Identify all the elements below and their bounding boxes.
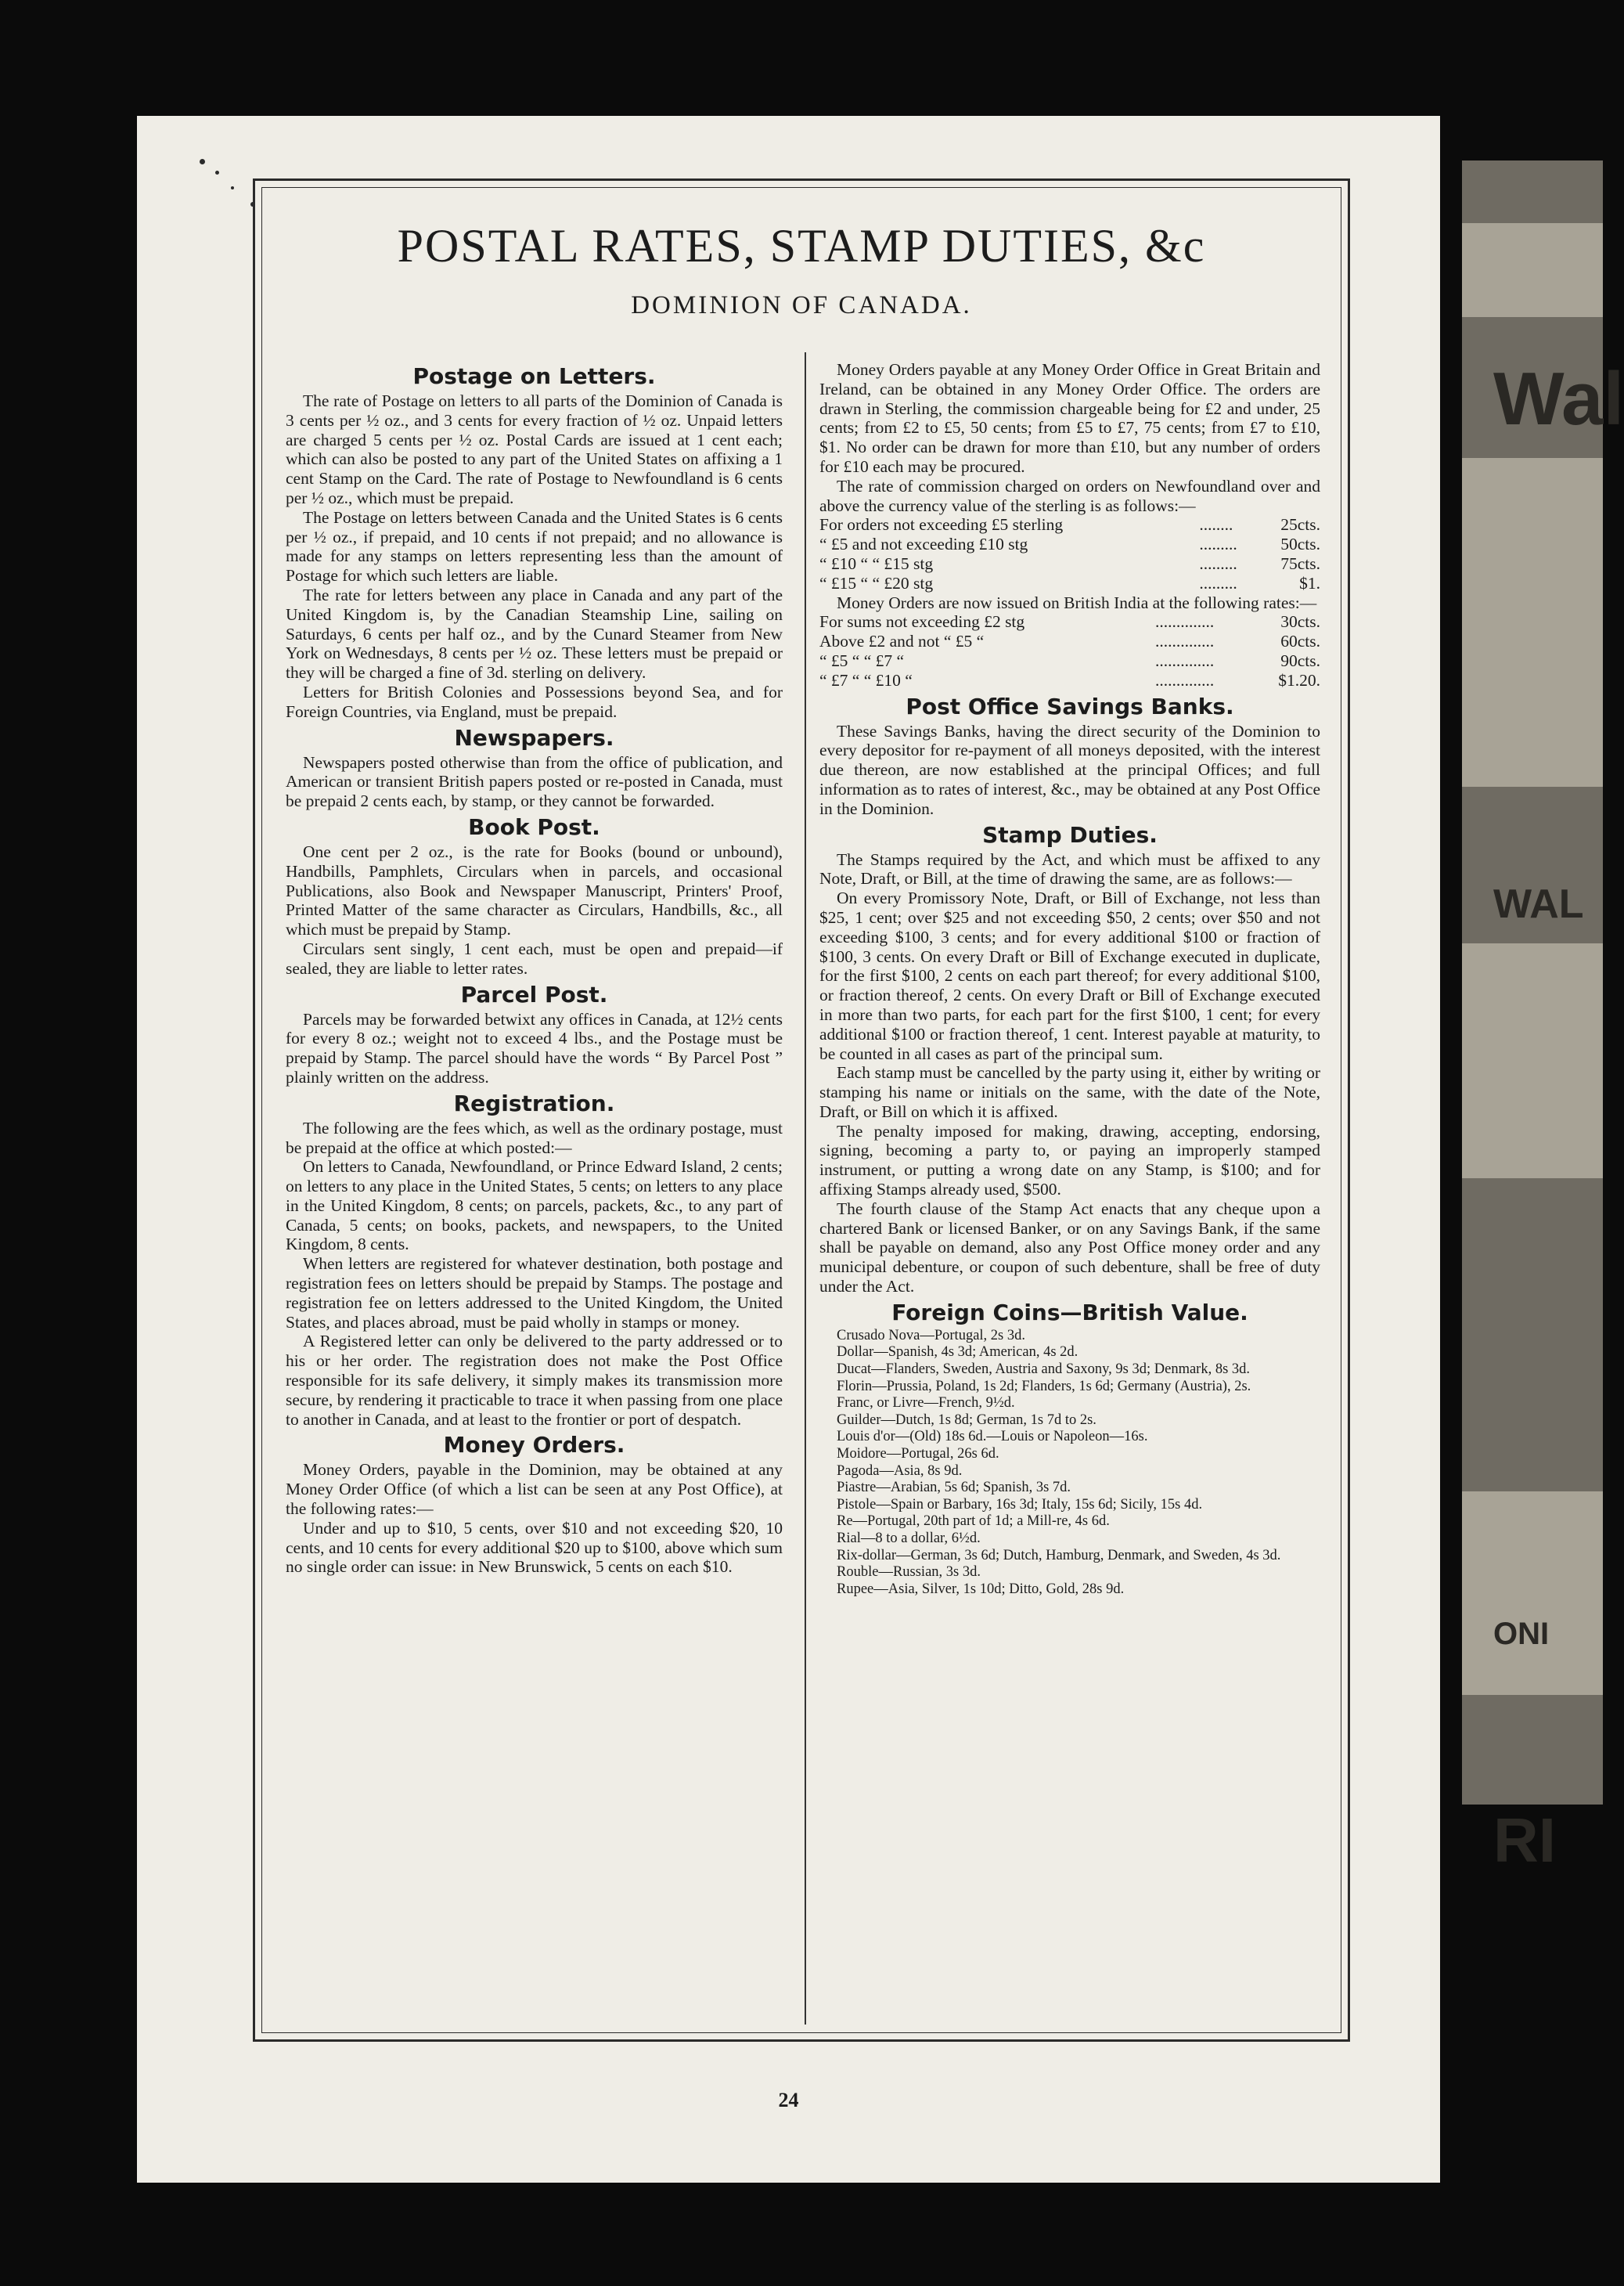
coin-item: Pagoda—Asia, 8s 9d.: [837, 1462, 963, 1479]
paragraph: When letters are registered for whatever destination, both postage and registration fees on letters should be prepaid by Stamps. The postage and registration fee on letters addressed to the United Kingdom, the United States, and places abroad, must be paid wholly in stamps or money.: [286, 1254, 783, 1332]
section-heading-parcel-post: Parcel Post.: [460, 981, 608, 1008]
rate-value: 75cts.: [1280, 553, 1320, 573]
rate-row: [819, 554, 1320, 574]
paragraph: Money Orders payable at any Money Order Office in Great Britain and Ireland, can be obtained in any Money Order Office. The orders are drawn in Sterling, the commission chargeable being for £2 and under, 25 cents; from £2 to £5, 50 cents; from £5 to £7, 75 cents; from £7 to £10, $1. No order can be drawn for more than £10, but any number of orders for £10 each may be procured.: [819, 360, 1320, 476]
paragraph: The rate for letters between any place in Canada and any part of the United Kingdom is, by the Canadian Steamship Line, sailing on Saturdays, 6 cents per half oz., and by the Cunard Steamer from New York on Wednesdays, 8 cents per ½ oz. These letters must be prepaid or they will be charged a fine of 3d. sterling on delivery.: [286, 585, 783, 683]
rate-label: “ £10 “ “ £15 stg: [819, 553, 934, 573]
paragraph: On letters to Canada, Newfoundland, or Prince Edward Island, 2 cents; on letters to any place in the United States, 5 cents; on letters to any place in the United Kingdom, 8 cents; on parcels, packets, &c., to any part of Canada, 5 cents; on books, packets, and newspapers, to the United Kingdom, 8 cents.: [286, 1157, 783, 1254]
page-subtitle: DOMINION OF CANADA.: [631, 291, 972, 319]
section-heading-newspapers: Newspapers.: [454, 724, 614, 751]
coin-item: Florin—Prussia, Poland, 1s 2d; Flanders, 1s 6d; Germany (Austria), 2s.: [837, 1378, 1251, 1394]
rate-label: “ £5 and not exceeding £10 stg: [819, 535, 1028, 554]
coin-item: Dollar—Spanish, 4s 3d; American, 4s 2d.: [837, 1344, 1078, 1361]
paragraph: Circulars sent singly, 1 cent each, must be open and prepaid—if sealed, they are liable to letter rates.: [286, 939, 783, 978]
paragraph: One cent per 2 oz., is the rate for Books (bound or unbound), Handbills, Pamphlets, Circulars when in parcels, and occasional Publications, also Book and Newspaper Manuscript, Printers' Proof, Printed Matter of the same character as Circulars, Handbills, &c., all which must be prepaid by Stamp.: [286, 842, 783, 939]
coin-item: Ducat—Flanders, Sweden, Austria and Saxony, 9s 3d; Denmark, 8s 3d.: [837, 1361, 1251, 1378]
rate-label: “ £15 “ “ £20 stg: [819, 573, 934, 593]
rate-label: For sums not exceeding £2 stg: [819, 612, 1025, 632]
rate-leader: ..............: [1154, 670, 1215, 690]
coin-item: Moidore—Portugal, 26s 6d.: [837, 1446, 999, 1462]
page-title: POSTAL RATES, STAMP DUTIES, &c: [397, 220, 1206, 272]
rate-row: [819, 651, 1320, 671]
rate-value: 50cts.: [1280, 535, 1320, 554]
coin-item: Rial—8 to a dollar, 6½d.: [837, 1530, 981, 1546]
adjacent-page-edge: [1462, 160, 1624, 1875]
coin-list: [819, 1328, 1320, 1599]
paragraph: Money Orders, payable in the Dominion, may be obtained at any Money Order Office (of which a list can be seen at any Post Office), at the following rates:—: [286, 1460, 783, 1519]
paragraph: These Savings Banks, having the direct security of the Dominion to every depositor for re-payment of all moneys deposited, with the interest due thereon, are now established at the principal Offices; and full information as to rates of interest, &c., may be obtained at any Post Office in the Dominion.: [819, 721, 1320, 818]
paragraph: The penalty imposed for making, drawing, accepting, endorsing, signing, becoming a party to, or paying an improperly stamped instrument, or putting a wrong date on any Stamp, is $100; and for affixing Stamps already used, $500.: [819, 1121, 1320, 1199]
paragraph: A Registered letter can only be delivered to the party addressed or to his or her order. The registration does not make the Post Office responsible for its safe delivery, it simply makes its transmission more secure, by rendering it practicable to trace it when passing from one place to another in Canada, and at least to the frontier or port of despatch.: [286, 1332, 783, 1429]
rate-row: [819, 671, 1320, 690]
coin-item: Rix-dollar—German, 3s 6d; Dutch, Hamburg, Denmark, and Sweden, 4s 3d.: [837, 1547, 1281, 1563]
india-rate-table: [819, 612, 1320, 690]
neighbor-fragment: RI: [1493, 1805, 1556, 1875]
section-heading-registration: Registration.: [453, 1090, 615, 1116]
paragraph: The fourth clause of the Stamp Act enacts that any cheque upon a chartered Bank or licensed Banker, or on any Savings Bank, if the same shall be payable on demand, also any Post Office money order and any municipal debenture, or coupon of such debenture, shall be free of duty under the Act.: [819, 1199, 1320, 1296]
rate-leader: ..............: [1154, 651, 1215, 670]
book-page: [137, 116, 1440, 2183]
paragraph: The rate of commission charged on orders on Newfoundland over and above the currency value of the sterling is as follows:—: [819, 476, 1320, 515]
page-border: [253, 178, 1350, 2042]
paragraph: On every Promissory Note, Draft, or Bill of Exchange, not less than $25, 1 cent; over $25 and not exceeding $50, 2 cents; over $50 and not exceeding $100, 3 cents; and for every additional $100 or fraction of $100, 3 cents. On every Draft or Bill of Exchange executed in duplicate, for the first $100, 2 cents on each part thereof; for every additional $100, or fraction thereof, 2 cents. On every Draft or Bill of Exchange executed in more than two parts, for each part for the first $100, 1 cent; for every additional $100 or fraction thereof, 1 cent. Interest payable at maturity, to be counted in all cases as part of the principal sum.: [819, 889, 1320, 1063]
coin-item: Louis d'or—(Old) 18s 6d.—Louis or Napoleon—16s.: [837, 1429, 1148, 1445]
rate-value: 90cts.: [1280, 651, 1320, 670]
rate-value: $1.20.: [1278, 670, 1320, 690]
rate-leader: .........: [1199, 553, 1237, 573]
paragraph: The Postage on letters between Canada and the United States is 6 cents per ½ oz., if prepaid, and 10 cents if not prepaid; and no allowance is made for any stamps on letters representing less than the amount of Postage for which such letters are liable.: [286, 507, 783, 586]
paragraph: Newspapers posted otherwise than from the office of publication, and American or transient British papers posted or re-posted in Canada, must be prepaid 2 cents each, by stamp, or they cannot be forwarded.: [286, 752, 783, 811]
paragraph: The rate of Postage on letters to all parts of the Dominion of Canada is 3 cents per ½ oz., and 3 cents for every fraction of ½ oz. Unpaid letters are charged 5 cents per ½ oz. Postal Cards are issued at 1 cent each; which can also be posted to any part of the United States on affixing a 1 cent Stamp on the Card. The rate of Postage to Newfoundland is 6 cents per ½ oz., which must be prepaid.: [286, 391, 783, 507]
ink-speck: [231, 186, 234, 189]
rate-leader: ..............: [1154, 632, 1215, 651]
column-divider: [805, 352, 806, 2025]
paragraph: Under and up to $10, 5 cents, over $10 and not exceeding $20, 10 cents, and 10 cents for every additional $20 up to $100, above which sum no single order can issue: in New Brunswick, 5 cents on each $10.: [286, 1518, 783, 1577]
rate-value: $1.: [1299, 573, 1320, 593]
section-heading-book-post: Book Post.: [468, 813, 600, 840]
section-heading-letters: Postage on Letters.: [412, 363, 656, 389]
rate-label: “ £7 “ “ £10 “: [819, 670, 913, 690]
paragraph: The following are the fees which, as well as the ordinary postage, must be prepaid at the office at which posted:—: [286, 1118, 783, 1157]
paragraph: Each stamp must be cancelled by the party using it, either by writing or stamping his name or initials on the same, with the date of the Note, Draft, or Bill on which it is affixed.: [819, 1063, 1320, 1121]
rate-value: 30cts.: [1280, 612, 1320, 632]
rate-leader: .........: [1199, 573, 1237, 593]
coin-item: Re—Portugal, 20th part of 1d; a Mill-re, 4s 6d.: [837, 1513, 1110, 1530]
left-column: [286, 360, 783, 1577]
neighbor-fragment: Wal: [1493, 357, 1624, 441]
rate-value: 60cts.: [1280, 632, 1320, 651]
coin-item: Crusado Nova—Portugal, 2s 3d.: [837, 1327, 1025, 1343]
sterling-rate-table: [819, 515, 1320, 593]
rate-row: [819, 612, 1320, 632]
coin-item: Rouble—Russian, 3s 3d.: [837, 1564, 981, 1581]
rate-row: [819, 632, 1320, 651]
rate-row: [819, 515, 1320, 535]
paragraph: Letters for British Colonies and Possessions beyond Sea, and for Foreign Countries, via England, must be prepaid.: [286, 682, 783, 721]
coin-item: Guilder—Dutch, 1s 8d; German, 1s 7d to 2s.: [837, 1412, 1096, 1428]
page-number: 24: [778, 2089, 799, 2111]
ink-speck: [200, 159, 205, 164]
right-column: [819, 360, 1320, 1598]
rate-row: [819, 535, 1320, 554]
coin-item: Pistole—Spain or Barbary, 16s 3d; Italy, 15s 6d; Sicily, 15s 4d.: [837, 1496, 1203, 1513]
rate-label: For orders not exceeding £5 sterling: [819, 515, 1064, 535]
rate-label: Above £2 and not “ £5 “: [819, 632, 985, 651]
rate-row: [819, 574, 1320, 593]
paragraph: The Stamps required by the Act, and which must be affixed to any Note, Draft, or Bill, at the time of drawing the same, are as follows:—: [819, 849, 1320, 889]
coin-item: Piastre—Arabian, 5s 6d; Spanish, 3s 7d.: [837, 1480, 1071, 1496]
section-heading-savings-banks: Post Office Savings Banks.: [906, 693, 1234, 719]
coin-item: Rupee—Asia, Silver, 1s 10d; Ditto, Gold, 28s 9d.: [837, 1581, 1125, 1597]
paragraph: Parcels may be forwarded betwixt any offices in Canada, at 12½ cents for every 8 oz.; weight not to exceed 4 lbs., and the Postage must be prepaid by Stamp. The parcel should have the words “ By Parcel Post ” plainly written on the address.: [286, 1009, 783, 1087]
neighbor-fragment: WAL: [1493, 882, 1584, 927]
section-heading-stamp-duties: Stamp Duties.: [982, 821, 1158, 848]
rate-leader: ..............: [1154, 612, 1215, 632]
page-border-inner: [261, 187, 1341, 2033]
ink-speck: [215, 171, 219, 175]
neighbor-fragment: ONI: [1493, 1617, 1550, 1651]
paragraph: Money Orders are now issued on British India at the following rates:—: [837, 593, 1317, 612]
rate-value: 25cts.: [1280, 515, 1320, 535]
section-heading-foreign-coins: Foreign Coins—British Value.: [891, 1299, 1248, 1325]
coin-item: Franc, or Livre—French, 9½d.: [837, 1395, 1015, 1412]
section-heading-money-orders: Money Orders.: [443, 1432, 625, 1458]
rate-label: “ £5 “ “ £7 “: [819, 651, 905, 670]
rate-leader: ........: [1199, 515, 1233, 535]
rate-leader: .........: [1199, 535, 1237, 554]
